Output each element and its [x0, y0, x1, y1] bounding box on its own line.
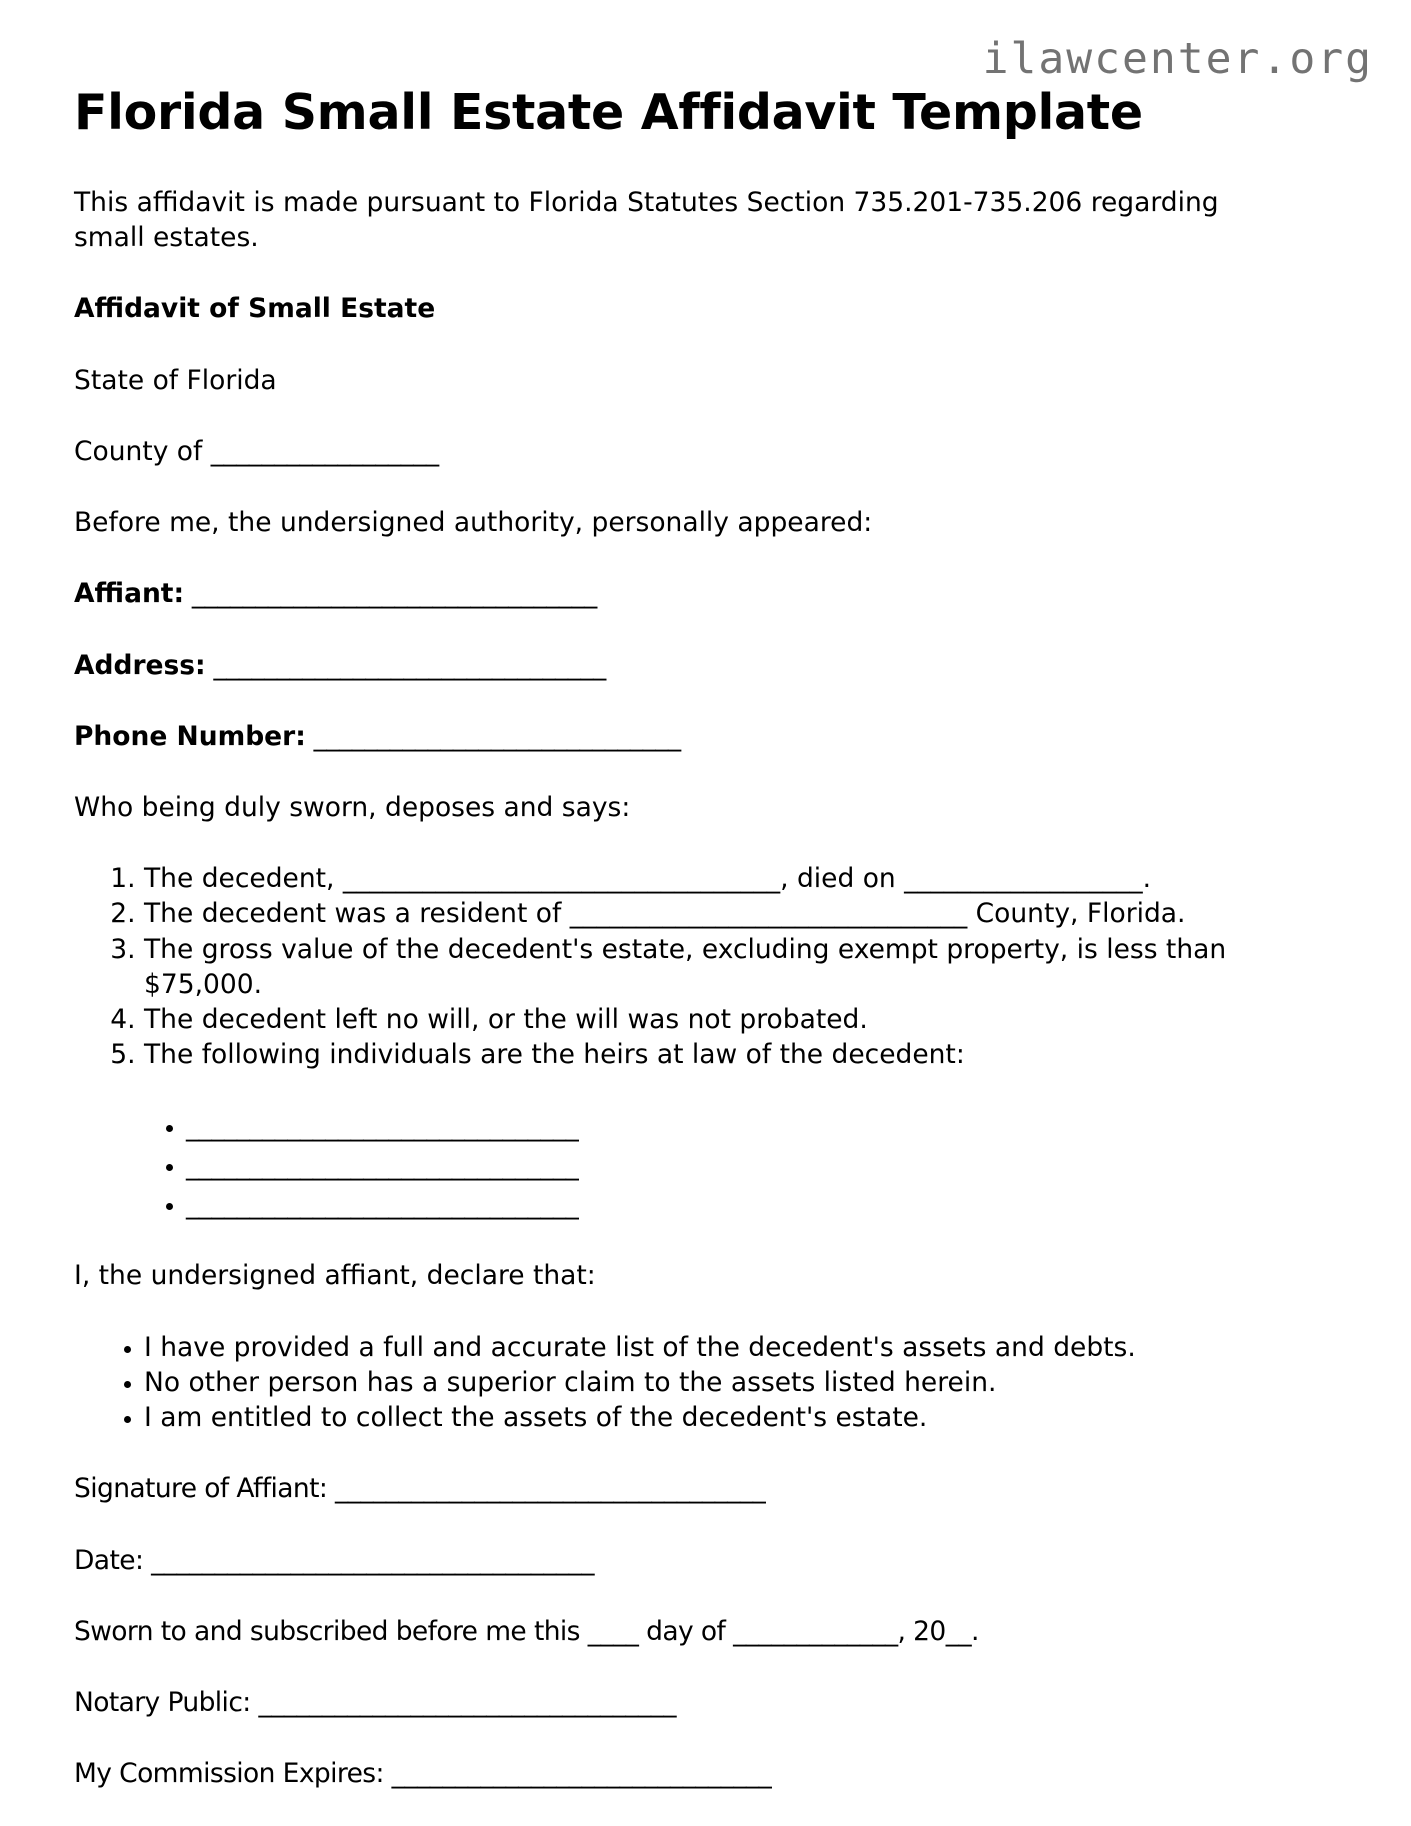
county-line — [74, 434, 1264, 469]
address-blank-field[interactable]: _______________________________ — [205, 649, 606, 681]
notary-public-line[interactable]: Notary Public: _________________________________ — [74, 1686, 676, 1718]
sworn-statements-list — [74, 861, 1264, 1072]
affiant-label: Affiant: — [74, 578, 185, 610]
declaration-intro: I, the undersigned affiant, declare that: — [74, 1260, 596, 1292]
page-title: Florida Small Estate Affidavit Template — [74, 84, 1143, 141]
list-item: 3. The gross value of the decedent's estate, excluding exempt property, is less than $75,000. — [144, 932, 1264, 1002]
phone-field-line — [74, 719, 1264, 754]
appearance-line: Before me, the undersigned authority, personally appeared: — [74, 507, 873, 539]
county-label: County of — [74, 435, 211, 467]
signature-of-affiant-line[interactable]: Signature of Affiant: __________________________________ — [74, 1473, 766, 1505]
deposes-line: Who being duly sworn, deposes and says: — [74, 791, 631, 823]
intro-paragraph: This affidavit is made pursuant to Florida Statutes Section 735.201-735.206 regarding small estates. — [74, 186, 1219, 254]
heir-blank-field[interactable]: • _______________________________ — [186, 1187, 1264, 1222]
list-item: 1. The decedent, _________________________________, died on __________________. — [144, 861, 1264, 896]
commission-expires-line[interactable]: My Commission Expires: ______________________________ — [74, 1758, 772, 1790]
site-watermark: ilawcenter.org — [982, 34, 1373, 84]
heirs-blank-list — [74, 1109, 1264, 1223]
address-field-line — [74, 648, 1264, 683]
heir-blank-field[interactable]: • _______________________________ — [186, 1109, 1264, 1144]
list-item: • I am entitled to collect the assets of the decedent's estate. — [144, 1400, 1264, 1435]
document-body — [74, 86, 1264, 1826]
heir-blank-field[interactable]: • _______________________________ — [186, 1148, 1264, 1183]
county-blank-field[interactable]: __________________ — [210, 435, 439, 467]
phone-number-label: Phone Number: — [74, 720, 306, 752]
sworn-subscribed-line[interactable]: Sworn to and subscribed before me this ____ day of _____________, 20__. — [74, 1615, 979, 1647]
state-line: State of Florida — [74, 364, 277, 396]
declaration-list — [74, 1330, 1264, 1436]
date-line[interactable]: Date: ___________________________________ — [74, 1544, 594, 1576]
list-item: 5. The following individuals are the heirs at law of the decedent: — [144, 1037, 1264, 1072]
list-item: 2. The decedent was a resident of ______________________________ County, Florida. — [144, 896, 1264, 931]
section-heading-affidavit: Affidavit of Small Estate — [74, 293, 436, 325]
list-item: • No other person has a superior claim to the assets listed herein. — [144, 1365, 1264, 1400]
address-label: Address: — [74, 649, 206, 681]
affiant-field-line — [74, 576, 1264, 611]
phone-number-blank-field[interactable]: _____________________________ — [305, 720, 681, 752]
affiant-blank-field[interactable]: ________________________________ — [184, 578, 597, 610]
list-item: • I have provided a full and accurate list of the decedent's assets and debts. — [144, 1330, 1264, 1365]
list-item: 4. The decedent left no will, or the will was not probated. — [144, 1002, 1264, 1037]
